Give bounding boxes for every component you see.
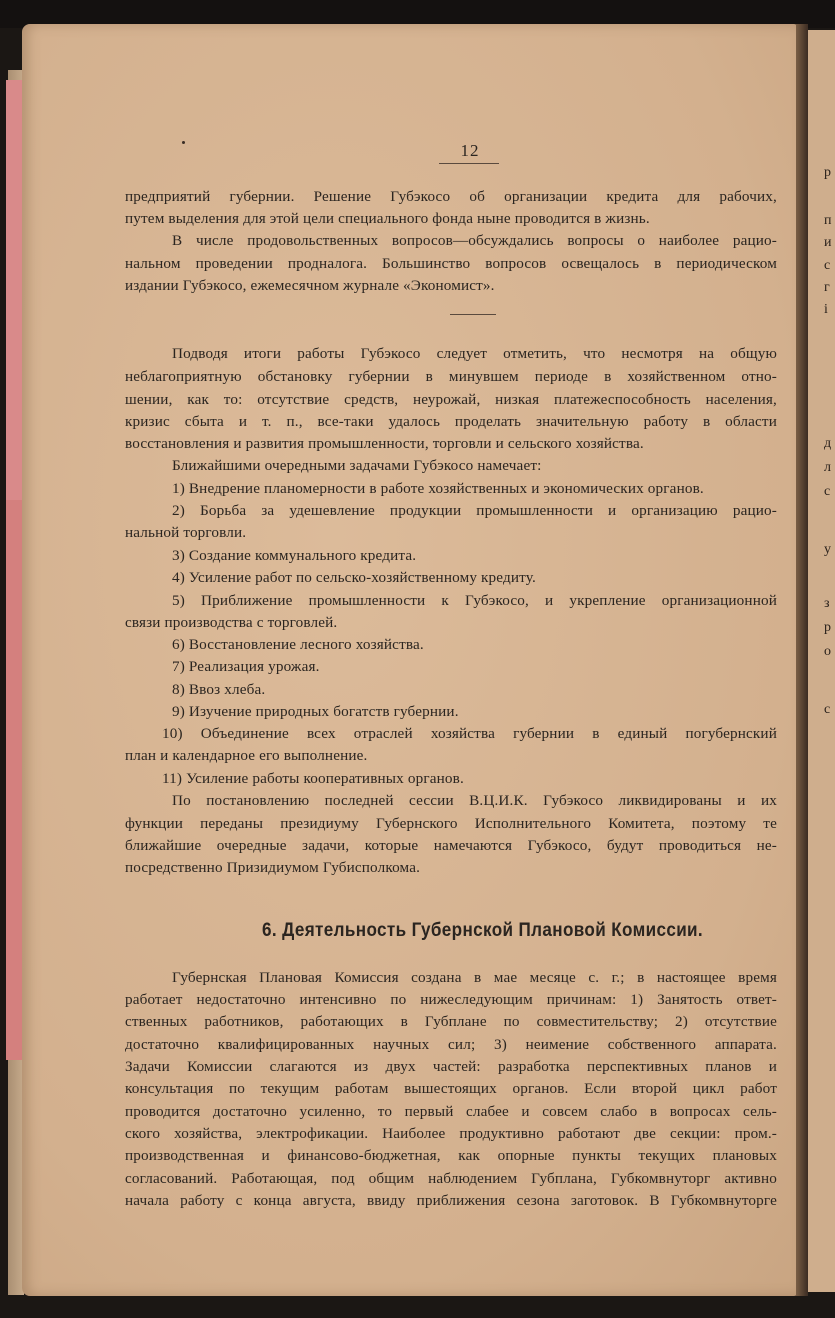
next-page-fragment: з bbox=[824, 596, 830, 611]
document-page bbox=[22, 24, 798, 1296]
text-line: издании Губэкосо, ежемесячном журнале «Экономист». bbox=[125, 277, 495, 294]
text-line: достаточно квалифицированных научных сил; 3) неимение собственного аппарата. bbox=[125, 1036, 777, 1053]
text-line: В числе продовольственных вопросов—обсуждались вопросы о наиболее рацио- bbox=[172, 232, 777, 249]
task-item: 5) Приближение промышленности к Губэкосо, и укрепление организационной bbox=[172, 592, 777, 609]
next-page-fragment: и bbox=[824, 235, 832, 250]
book-gutter bbox=[796, 24, 808, 1296]
text-line: начала работу с конца августа, ввиду приближения сезона заготовок. В Губкомвнуторге bbox=[125, 1192, 777, 1209]
next-page-fragment: р bbox=[824, 620, 831, 635]
text-line: согласований. Работающая, под общим наблюдением Губплана, Губкомвнуторг активно bbox=[125, 1170, 777, 1187]
next-page-fragment: о bbox=[824, 644, 831, 659]
next-page-fragment: д bbox=[824, 436, 832, 451]
text-line: путем выделения для этой цели специального фонда ныне проводится в жизнь. bbox=[125, 210, 650, 227]
task-item: 8) Ввоз хлеба. bbox=[172, 681, 266, 698]
text-line: консультация по текущим работам вышестоящих органов. Если второй цикл работ bbox=[125, 1080, 777, 1097]
text-line: шении, как то: отсутствие средств, неурожай, низкая платежеспособность населения, bbox=[125, 391, 777, 408]
next-page-fragment: с bbox=[824, 702, 831, 717]
text-line: Задачи Комиссии слагаются из двух частей: разработка перспективных планов и bbox=[125, 1058, 777, 1075]
next-page-fragment: у bbox=[824, 542, 831, 557]
next-page-fragment: г bbox=[824, 280, 830, 295]
text-line: работает недостаточно интенсивно по нижеследующим причинам: 1) Занятость ответ- bbox=[125, 991, 777, 1008]
section-heading: 6. Деятельность Губернской Плановой Комиссии. bbox=[262, 920, 704, 941]
task-item-continuation: план и календарное его выполнение. bbox=[125, 747, 368, 764]
ink-speck bbox=[182, 141, 185, 144]
page-number: 12 bbox=[460, 141, 480, 160]
text-line: ственных работников, работающих в Губплане по совместительству; 2) отсутствие bbox=[125, 1013, 777, 1030]
next-page-fragment: с bbox=[824, 484, 831, 499]
task-item: 3) Создание коммунального кредита. bbox=[172, 547, 417, 564]
text-line: производственная и финансово-бюджетная, как опорные пункты текущих плановых bbox=[125, 1147, 777, 1164]
scan-background-bottom bbox=[0, 1296, 835, 1318]
task-item: 1) Внедрение планомерности в работе хозяйственных и экономических органов. bbox=[172, 480, 704, 497]
task-item: 9) Изучение природных богатств губернии. bbox=[172, 703, 459, 720]
task-item: 10) Объединение всех отраслей хозяйства губернии в единый погубернский bbox=[162, 725, 777, 742]
text-line: Подводя итоги работы Губэкосо следует отметить, что несмотря на общую bbox=[172, 345, 777, 362]
page-content bbox=[22, 24, 798, 1296]
task-item: 7) Реализация урожая. bbox=[172, 658, 320, 675]
page-number-rule bbox=[439, 163, 499, 164]
next-page-fragment: п bbox=[824, 213, 832, 228]
text-line: предприятий губернии. Решение Губэкосо об организации кредита для рабочих, bbox=[125, 188, 777, 205]
next-page-edge bbox=[808, 30, 835, 1292]
text-line: По постановлению последней сессии В.Ц.И.К. Губэкосо ликвидированы и их bbox=[172, 792, 777, 809]
task-item-continuation: связи производства с торговлей. bbox=[125, 614, 338, 631]
text-line: кризис сбыта и т. п., все-таки удалось проделать значительную работу в области bbox=[125, 413, 777, 430]
task-item: 11) Усиление работы кооперативных органов. bbox=[162, 770, 464, 787]
text-line: Ближайшими очередными задачами Губэкосо намечает: bbox=[172, 457, 542, 474]
text-line: ского хозяйства, электрофикации. Наиболее продуктивно работают две секции: пром.- bbox=[125, 1125, 777, 1142]
text-line: нальном проведении продналога. Большинство вопросов освещалось в периодическом bbox=[125, 255, 777, 272]
text-line: Губернская Плановая Комиссия создана в мае месяце с. г.; в настоящее время bbox=[172, 969, 777, 986]
next-page-fragment: р bbox=[824, 165, 831, 180]
text-line: посредственно Призидиумом Губисполкома. bbox=[125, 859, 421, 876]
section-divider bbox=[450, 314, 496, 315]
text-line: ближайшие очередные задачи, которые намечаются Губэкосо, будут проводиться не- bbox=[125, 837, 777, 854]
task-item: 6) Восстановление лесного хозяйства. bbox=[172, 636, 424, 653]
text-line: функции переданы президиуму Губернского Исполнительного Комитета, поэтому те bbox=[125, 815, 777, 832]
task-item-continuation: нальной торговли. bbox=[125, 524, 247, 541]
text-line: восстановления и развития промышленности, торговли и сельского хозяйства. bbox=[125, 435, 644, 452]
next-page-fragment: л bbox=[824, 460, 831, 475]
task-item: 2) Борьба за удешевление продукции промышленности и организацию рацио- bbox=[172, 502, 777, 519]
next-page-fragment: с bbox=[824, 258, 831, 273]
task-item: 4) Усиление работ по сельско-хозяйственному кредиту. bbox=[172, 569, 536, 586]
text-line: проводится достаточно усиленно, то первый слабее и совсем слабо в вопросах сель- bbox=[125, 1103, 777, 1120]
text-line: неблагоприятную обстановку губернии в минувшем периоде в хозяйственном отно- bbox=[125, 368, 777, 385]
next-page-fragment: і bbox=[824, 302, 828, 317]
